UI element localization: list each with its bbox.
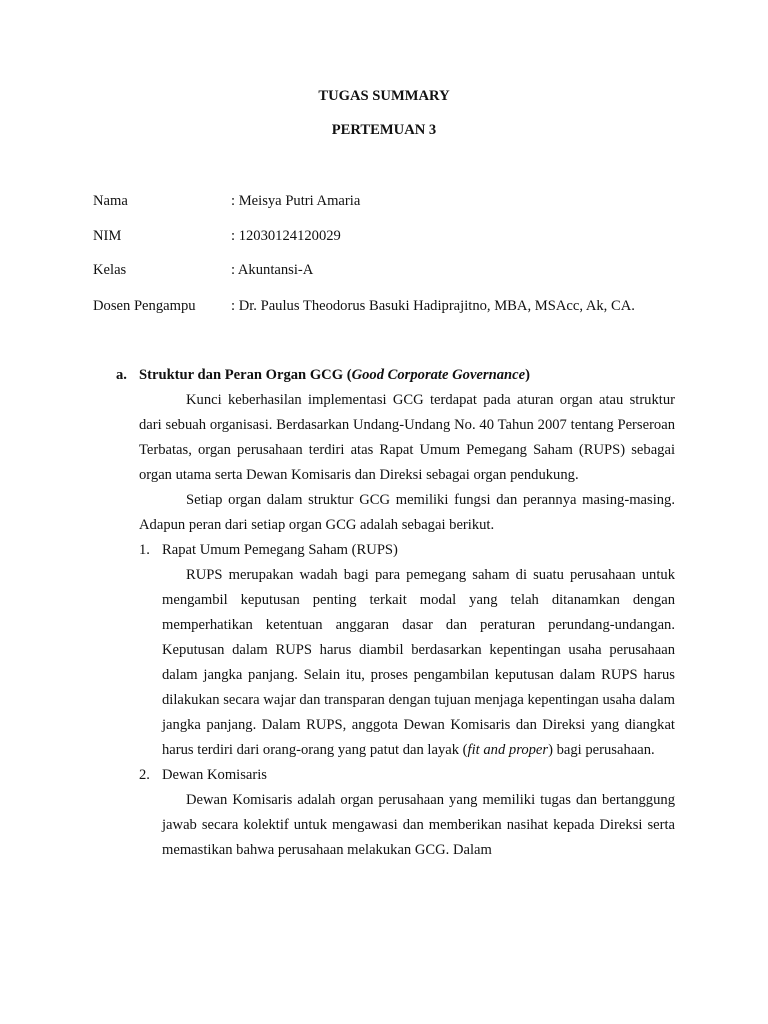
- section-paragraph: Kunci keberhasilan implementasi GCG terdapat pada aturan organ atau struktur dari sebuah organisasi. Berdasarkan Undang-Undang No. 40 Tahun 2007 tentang Perseroan Terbatas, organ perusahaan terdiri atas Rapat Umum Pemegang Saham (RUPS) sebagai organ utama serta Dewan Komisaris dan Direksi sebagai organ pendukung.: [139, 392, 675, 483]
- list-item-paragraph: Dewan Komisaris adalah organ perusahaan yang memiliki tugas dan bertanggung jawab secara kolektif untuk mengawasi dan memberikan nasihat kepada Direksi serta memastikan bahwa perusahaan melakukan GCG. Dalam: [162, 792, 675, 858]
- info-value: : Meisya Putri Amaria: [231, 193, 361, 209]
- list-item-title: Rapat Umum Pemegang Saham (RUPS): [162, 542, 398, 558]
- info-row-nama: [93, 191, 713, 211]
- info-row-nim: [93, 226, 713, 246]
- paragraph-text: RUPS merupakan wadah bagi para pemegang saham di suatu perusahaan untuk mengambil keputusan penting terkait modal yang telah ditanamkan dengan memperhatikan ketentuan anggaran dasar dan peraturan perundang-undangan. Keputusan dalam RUPS harus diambil berdasarkan kepentingan usaha perusahaan dalam jangka panjang. Selain itu, proses pengambilan keputusan dalam RUPS harus dilakukan secara wajar dan transparan dengan tujuan menjaga kepentingan usaha dalam jangka panjang. Dalam RUPS, anggota Dewan Komisaris dan Direksi yang diangkat harus terdiri dari orang-orang yang patut dan layak (: [162, 567, 675, 758]
- paragraph-italic: fit and proper: [467, 742, 549, 758]
- document-body: [93, 363, 675, 863]
- section-heading-close: ): [525, 367, 530, 383]
- paragraph-text-end: ) bagi perusahaan.: [548, 742, 655, 758]
- document-title: TUGAS SUMMARY: [318, 88, 450, 104]
- list-item-heading: [93, 538, 675, 563]
- info-value: : Akuntansi-A: [231, 262, 314, 278]
- section-heading: [93, 363, 675, 388]
- info-row-dosen: [93, 296, 713, 316]
- list-item-number: 1.: [139, 542, 150, 558]
- info-label: Nama: [93, 193, 128, 209]
- document-subtitle: PERTEMUAN 3: [331, 122, 437, 138]
- info-row-kelas: [93, 260, 713, 280]
- list-item-number: 2.: [139, 767, 150, 783]
- info-value: : 12030124120029: [231, 228, 341, 244]
- section-heading-text: Struktur dan Peran Organ GCG (: [139, 367, 352, 383]
- info-label: Kelas: [93, 262, 127, 278]
- section-paragraph: Setiap organ dalam struktur GCG memiliki fungsi dan perannya masing-masing. Adapun peran dari setiap organ GCG adalah sebagai berikut.: [139, 492, 675, 533]
- list-item-heading: [93, 763, 675, 788]
- info-value: : Dr. Paulus Theodorus Basuki Hadiprajitno, MBA, MSAcc, Ak, CA.: [231, 298, 635, 314]
- list-item-paragraph: [93, 563, 675, 763]
- info-label: Dosen Pengampu: [93, 298, 196, 314]
- section-heading-italic: Good Corporate Governance: [351, 367, 526, 383]
- list-item-title: Dewan Komisaris: [162, 767, 267, 783]
- section-letter: a.: [116, 367, 127, 383]
- info-label: NIM: [93, 228, 122, 244]
